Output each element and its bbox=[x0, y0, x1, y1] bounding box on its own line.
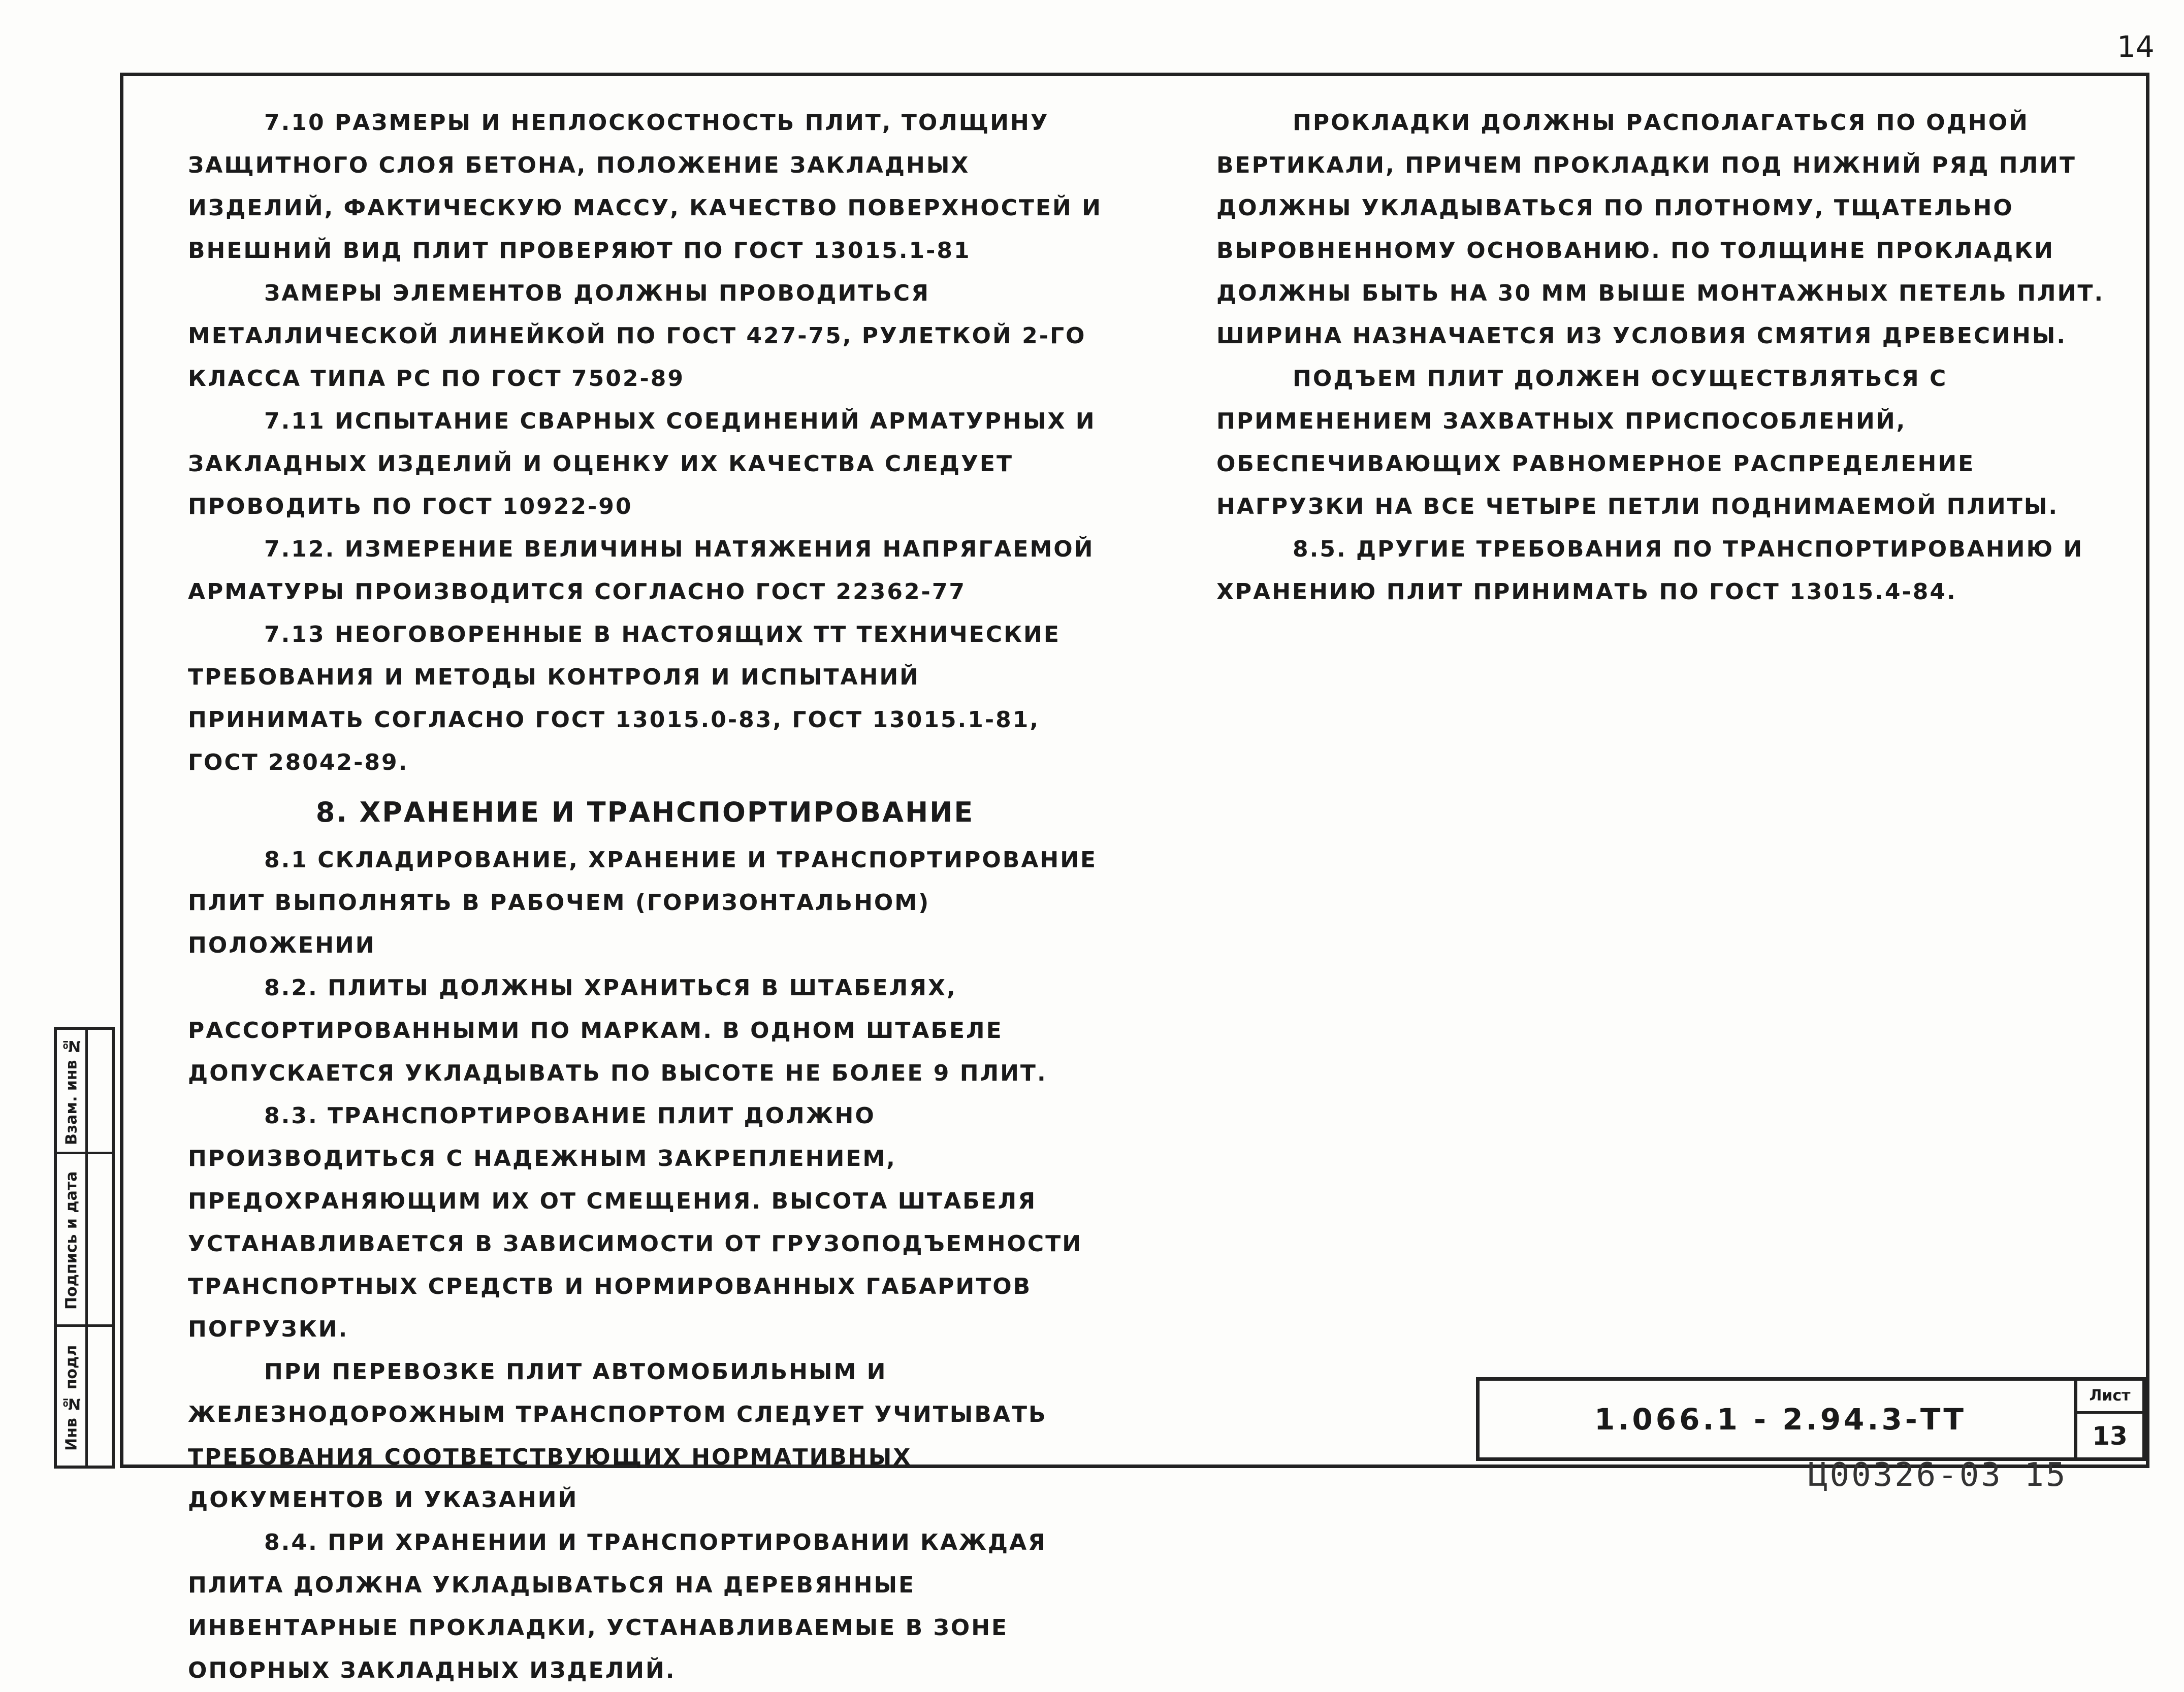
paragraph-7-13: 7.13 НЕОГОВОРЕННЫЕ В НАСТОЯЩИХ ТТ ТЕХНИЧЕСКИЕ ТРЕБОВАНИЯ И МЕТОДЫ КОНТРОЛЯ И ИСПЫТАНИЙ ПРИНИМАТЬ СОГЛАСНО ГОСТ 13015.0-83, ГОСТ 13015.1-81, ГОСТ 28042-89. bbox=[188, 622, 1061, 775]
left-column bbox=[188, 102, 1102, 1692]
page-corner-number: 14 bbox=[2117, 29, 2155, 64]
right-column bbox=[1216, 102, 2105, 613]
stamp-signature-date: Подпись и дата bbox=[62, 1171, 81, 1310]
paragraph-spacers: ПРОКЛАДКИ ДОЛЖНЫ РАСПОЛАГАТЬСЯ ПО ОДНОЙ ВЕРТИКАЛИ, ПРИЧЕМ ПРОКЛАДКИ ПОД НИЖНИЙ РЯД ПЛИТ ДОЛЖНЫ УКЛАДЫВАТЬСЯ ПО ПЛОТНОМУ, ТЩАТЕЛЬНО ВЫРОВНЕННОМУ ОСНОВАНИЮ. ПО ТОЛЩИНЕ ПРОКЛАДКИ ДОЛЖНЫ БЫТЬ НА 30 ММ ВЫШЕ МОНТАЖНЫХ ПЕТЕЛЬ ПЛИТ. ШИРИНА НАЗНАЧАЕТСЯ ИЗ УСЛОВИЯ СМЯТИЯ ДРЕВЕСИНЫ. bbox=[1216, 110, 2105, 349]
side-stamp bbox=[54, 1027, 115, 1469]
paragraph-8-4: 8.4. ПРИ ХРАНЕНИИ И ТРАНСПОРТИРОВАНИИ КАЖДАЯ ПЛИТА ДОЛЖНА УКЛАДЫВАТЬСЯ НА ДЕРЕВЯННЫЕ ИНВЕНТАРНЫЕ ПРОКЛАДКИ, УСТАНАВЛИВАЕМЫЕ В ЗОНЕ ОПОРНЫХ ЗАКЛАДНЫХ ИЗДЕЛИЙ. bbox=[188, 1530, 1047, 1683]
paragraph-7-10: 7.10 РАЗМЕРЫ И НЕПЛОСКОСТНОСТЬ ПЛИТ, ТОЛЩИНУ ЗАЩИТНОГО СЛОЯ БЕТОНА, ПОЛОЖЕНИЕ ЗАКЛАДНЫХ ИЗДЕЛИЙ, ФАКТИЧЕСКУЮ МАССУ, КАЧЕСТВО ПОВЕРХНОСТЕЙ И ВНЕШНИЙ ВИД ПЛИТ ПРОВЕРЯЮТ ПО ГОСТ 13015.1-81 bbox=[188, 110, 1102, 264]
paragraph-8-2: 8.2. ПЛИТЫ ДОЛЖНЫ ХРАНИТЬСЯ В ШТАБЕЛЯХ, РАССОРТИРОВАННЫМИ ПО МАРКАМ. В ОДНОМ ШТАБЕЛЕ ДОПУСКАЕТСЯ УКЛАДЫВАТЬ ПО ВЫСОТЕ НЕ БОЛЕЕ 9 ПЛИТ. bbox=[188, 975, 1047, 1086]
paragraph-measurements: ЗАМЕРЫ ЭЛЕМЕНТОВ ДОЛЖНЫ ПРОВОДИТЬСЯ МЕТАЛЛИЧЕСКОЙ ЛИНЕЙКОЙ ПО ГОСТ 427-75, РУЛЕТКОЙ 2-ГО КЛАССА ТИПА РС ПО ГОСТ 7502-89 bbox=[188, 280, 1086, 392]
stamp-original-inv: Инв № подл bbox=[62, 1345, 81, 1451]
paragraph-8-5: 8.5. ДРУГИЕ ТРЕБОВАНИЯ ПО ТРАНСПОРТИРОВАНИЮ И ХРАНЕНИЮ ПЛИТ ПРИНИМАТЬ ПО ГОСТ 13015.4-84. bbox=[1216, 536, 2084, 605]
archive-stamp: Ц00326-03 15 bbox=[1808, 1456, 2068, 1494]
stamp-replacement-inv: Взам. инв № bbox=[62, 1036, 81, 1145]
paragraph-8-3: 8.3. ТРАНСПОРТИРОВАНИЕ ПЛИТ ДОЛЖНО ПРОИЗВОДИТЬСЯ С НАДЕЖНЫМ ЗАКРЕПЛЕНИЕМ, ПРЕДОХРАНЯЮЩИМ ИХ ОТ СМЕЩЕНИЯ. ВЫСОТА ШТАБЕЛЯ УСТАНАВЛИВАЕТСЯ В ЗАВИСИМОСТИ ОТ ГРУЗОПОДЪЕМНОСТИ ТРАНСПОРТНЫХ СРЕДСТВ И НОРМИРОВАННЫХ ГАБАРИТОВ ПОГРУЗКИ. bbox=[188, 1103, 1083, 1342]
document-code: 1.066.1 - 2.94.3-ТТ bbox=[1594, 1402, 1967, 1437]
sheet-box bbox=[2074, 1381, 2142, 1457]
section-heading: 8. ХРАНЕНИЕ И ТРАНСПОРТИРОВАНИЕ bbox=[315, 796, 975, 828]
sheet-number: 13 bbox=[2092, 1421, 2128, 1451]
title-block bbox=[1476, 1377, 2146, 1461]
paragraph-transport: ПРИ ПЕРЕВОЗКЕ ПЛИТ АВТОМОБИЛЬНЫМ И ЖЕЛЕЗНОДОРОЖНЫМ ТРАНСПОРТОМ СЛЕДУЕТ УЧИТЫВАТЬ ТРЕБОВАНИЯ СООТВЕТСТВУЮЩИХ НОРМАТИВНЫХ ДОКУМЕНТОВ И УКАЗАНИЙ bbox=[188, 1359, 1047, 1513]
sheet-label: Лист bbox=[2077, 1381, 2142, 1414]
paragraph-7-11: 7.11 ИСПЫТАНИЕ СВАРНЫХ СОЕДИНЕНИЙ АРМАТУРНЫХ И ЗАКЛАДНЫХ ИЗДЕЛИЙ И ОЦЕНКУ ИХ КАЧЕСТВА СЛЕДУЕТ ПРОВОДИТЬ ПО ГОСТ 10922-90 bbox=[188, 408, 1096, 519]
paragraph-7-12: 7.12. ИЗМЕРЕНИЕ ВЕЛИЧИНЫ НАТЯЖЕНИЯ НАПРЯГАЕМОЙ АРМАТУРЫ ПРОИЗВОДИТСЯ СОГЛАСНО ГОСТ 22362-77 bbox=[188, 536, 1095, 605]
paragraph-8-1: 8.1 СКЛАДИРОВАНИЕ, ХРАНЕНИЕ И ТРАНСПОРТИРОВАНИЕ ПЛИТ ВЫПОЛНЯТЬ В РАБОЧЕМ (ГОРИЗОНТАЛЬНОМ) ПОЛОЖЕНИИ bbox=[188, 847, 1098, 958]
paragraph-lifting: ПОДЪЕМ ПЛИТ ДОЛЖЕН ОСУЩЕСТВЛЯТЬСЯ С ПРИМЕНЕНИЕМ ЗАХВАТНЫХ ПРИСПОСОБЛЕНИЙ, ОБЕСПЕЧИВАЮЩИХ РАВНОМЕРНОЕ РАСПРЕДЕЛЕНИЕ НАГРУЗКИ НА ВСЕ ЧЕТЫРЕ ПЕТЛИ ПОДНИМАЕМОЙ ПЛИТЫ. bbox=[1216, 366, 2059, 519]
